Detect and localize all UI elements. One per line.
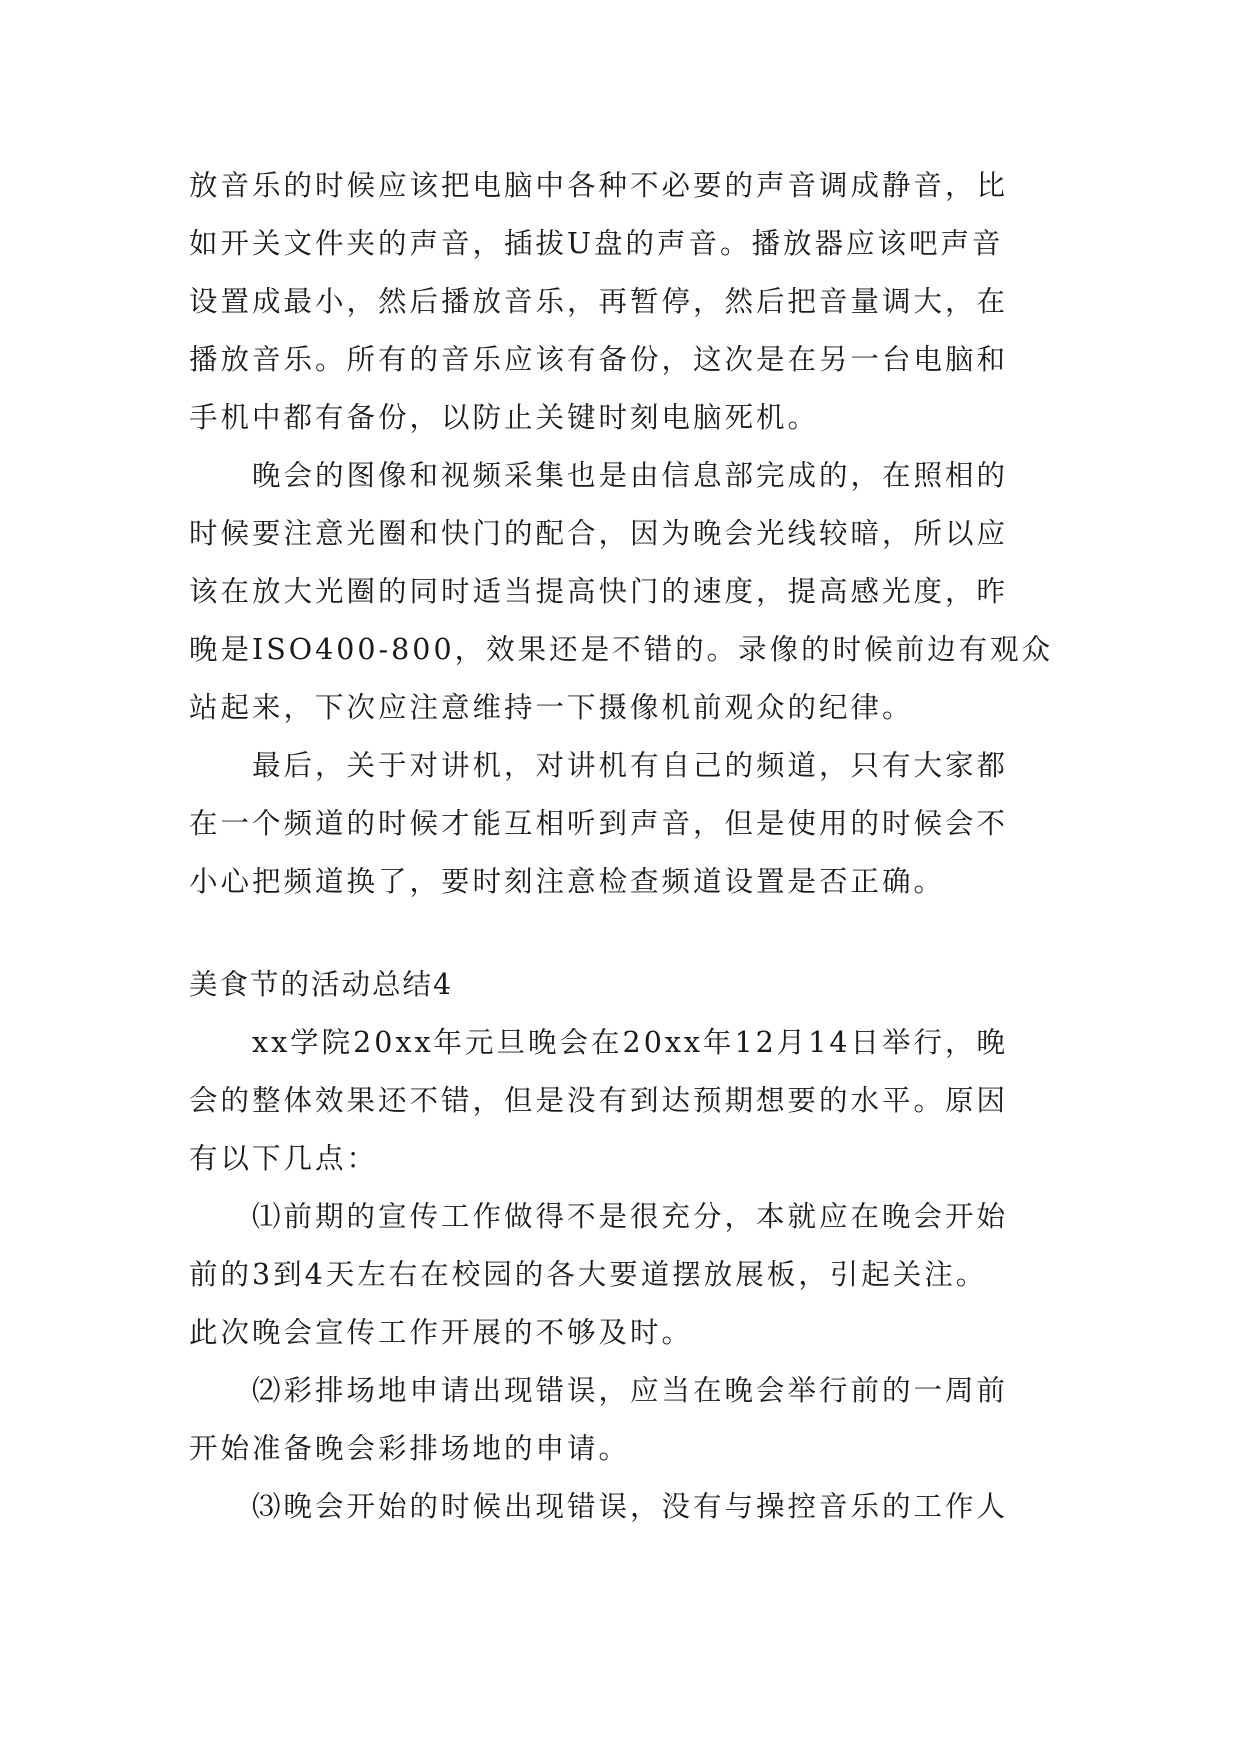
paragraph-line: 该在放大光圈的同时适当提高快门的速度，提高感光度，昨 [189, 575, 1009, 608]
paragraph-line: 最后，关于对讲机，对讲机有自己的频道，只有大家都 [189, 749, 1009, 782]
paragraph-line: 站起来，下次应注意维持一下摄像机前观众的纪律。 [189, 691, 914, 724]
intro-paragraph [189, 1014, 1057, 1188]
paragraph-line: xx学院20xx年元旦晚会在20xx年12月14日举行，晚 [189, 1026, 1008, 1059]
paragraph-line: 有以下几点： [189, 1142, 379, 1175]
paragraph-line: ⑵彩排场地申请出现错误，应当在晚会举行前的一周前 [189, 1374, 1009, 1407]
point-2-paragraph [189, 1362, 1057, 1478]
paragraph-line: 在一个频道的时候才能互相听到声音，但是使用的时候会不 [189, 807, 1009, 840]
paragraph-line: 此次晚会宣传工作开展的不够及时。 [189, 1316, 694, 1349]
photo-video-paragraph [189, 447, 1057, 737]
paragraph-line: 播放音乐。所有的音乐应该有备份，这次是在另一台电脑和 [189, 343, 1009, 376]
page-text-upper [189, 157, 1057, 911]
section-heading: 美食节的活动总结4 [189, 968, 454, 1001]
paragraph-line: ⑶晚会开始的时候出现错误，没有与操控音乐的工作人 [189, 1490, 1009, 1523]
point-3-paragraph [189, 1478, 1057, 1536]
paragraph-line: 手机中都有备份，以防止关键时刻电脑死机。 [189, 401, 820, 434]
paragraph-line: 晚会的图像和视频采集也是由信息部完成的，在照相的 [189, 459, 1009, 492]
paragraph-line: ⑴前期的宣传工作做得不是很充分，本就应在晚会开始 [189, 1200, 1009, 1233]
page-text-lower [189, 956, 1057, 1536]
continued-paragraph [189, 157, 1057, 447]
paragraph-line: 小心把频道换了，要时刻注意检查频道设置是否正确。 [189, 865, 946, 898]
paragraph-line: 前的3到4天左右在校园的各大要道摆放展板，引起关注。 [189, 1258, 988, 1291]
paragraph-line: 开始准备晚会彩排场地的申请。 [189, 1432, 631, 1465]
paragraph-line: 设置成最小，然后播放音乐，再暂停，然后把音量调大，在 [189, 285, 1009, 318]
paragraph-line: 晚是ISO400-800，效果还是不错的。录像的时候前边有观众 [189, 633, 1054, 666]
paragraph-line: 会的整体效果还不错，但是没有到达预期想要的水平。原因 [189, 1084, 1009, 1117]
point-1-paragraph [189, 1188, 1057, 1362]
paragraph-line: 如开关文件夹的声音，插拔U盘的声音。播放器应该吧声音 [189, 227, 1004, 260]
paragraph-line: 时候要注意光圈和快门的配合，因为晚会光线较暗，所以应 [189, 517, 1009, 550]
walkie-talkie-paragraph [189, 737, 1057, 911]
paragraph-line: 放音乐的时候应该把电脑中各种不必要的声音调成静音，比 [189, 169, 1009, 202]
